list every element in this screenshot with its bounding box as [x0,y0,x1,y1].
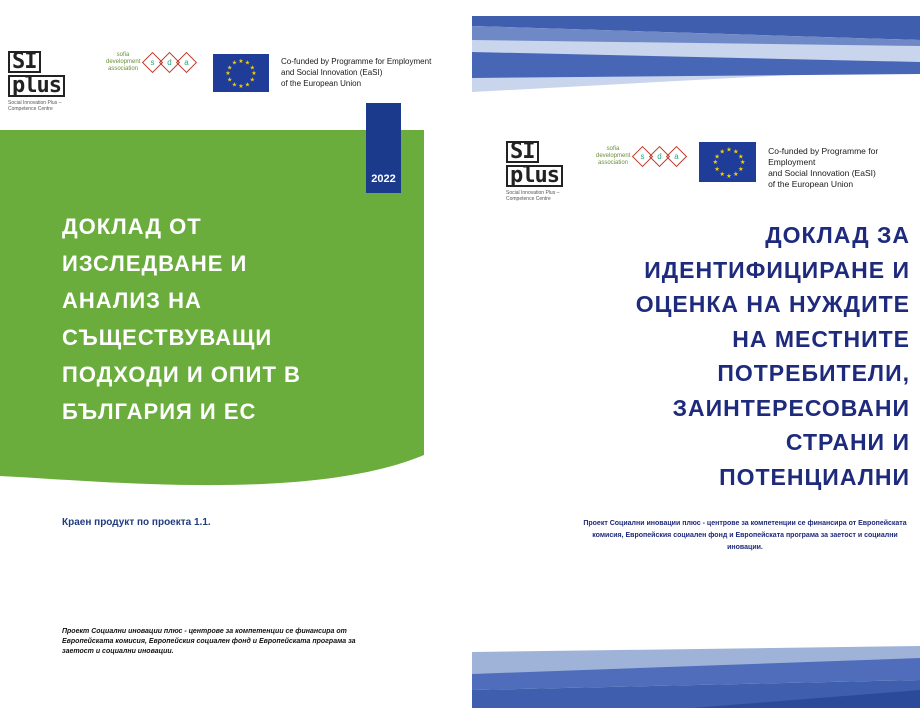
svg-text:★: ★ [244,81,251,89]
svg-text:★: ★ [719,148,725,156]
page-divider [458,0,472,708]
title-line: ПОДХОДИ И ОПИТ В [62,362,301,387]
sda-caption: sofia development association [106,52,141,72]
svg-text:★: ★ [231,59,238,67]
si-plus-logo [8,49,80,112]
svg-text:★: ★ [231,81,238,89]
bottom-wave-decoration [472,644,920,708]
report-year: 2022 [371,173,396,185]
svg-text:★: ★ [249,76,255,84]
sda-letter: a [184,58,189,67]
cofunded-line: of the European Union [281,79,362,88]
svg-text:★: ★ [251,70,257,77]
si-plus-mark: SIplus [506,140,576,188]
left-report-cover [0,0,458,708]
svg-text:★: ★ [227,76,233,84]
sda-letter: d [657,152,662,161]
svg-text:★: ★ [238,58,244,65]
cofunded-text [281,56,431,89]
sda-letter: a [674,152,679,161]
cofunded-line: Co-funded by Programme for Employment [281,57,432,66]
svg-text:★: ★ [225,70,231,77]
left-report-title [62,208,402,430]
si-plus-caption: Social Innovation Plus – Competence Centre [506,190,560,202]
title-line: АНАЛИЗ НА [62,288,202,313]
title-line: НА МЕСТНИТЕ [732,325,910,352]
svg-text:★: ★ [712,159,719,167]
cofunded-line: of the European Union [768,179,854,189]
si-plus-mark: SIplus [8,50,80,98]
cofunded-line: and Social Innovation (EaSI) [281,68,383,77]
title-line: СЪЩЕСТВУВАЩИ [62,325,273,350]
title-line: ДОКЛАД ОТ [62,214,202,239]
svg-text:★: ★ [733,171,739,178]
title-line: ИДЕНТИФИЦИРАНЕ И [644,256,910,283]
svg-text:★: ★ [714,165,720,173]
final-product-label: Краен продукт по проекта 1.1. [62,517,211,528]
svg-text:★: ★ [738,165,744,173]
sda-letter: s [150,58,155,67]
svg-text:★: ★ [733,148,739,156]
title-line: ЗАИНТЕРЕСОВАНИ [672,394,910,421]
svg-text:★: ★ [726,172,732,180]
title-line: ДОКЛАД ЗА [765,222,910,248]
eu-flag-icon [699,142,756,182]
svg-text:★: ★ [238,83,244,90]
sda-caption: sofia development association [596,146,631,166]
cofunded-line: Co-funded by Programme for Employment [768,146,879,167]
sda-letter: d [167,58,172,67]
svg-text:★: ★ [726,146,732,154]
svg-text:★: ★ [244,59,251,67]
top-wave-decoration [472,0,920,100]
title-line: БЪЛГАРИЯ И ЕС [62,399,257,424]
cofunded-line: and Social Innovation (EaSI) [768,168,876,178]
svg-text:★: ★ [739,159,746,167]
svg-text:★: ★ [227,64,233,72]
sda-logo [106,52,195,73]
right-report-title [580,218,910,494]
cofunded-text [768,146,920,190]
svg-text:★: ★ [719,171,725,178]
right-logo-row [506,139,920,202]
sda-mark [144,55,195,70]
svg-text:★: ★ [249,64,255,72]
title-line: ОЦЕНКА НА НУЖДИТЕ [635,291,910,317]
title-line: СТРАНИ И [785,429,910,455]
title-line: ПОТРЕБИТЕЛИ, [717,360,910,386]
sda-mark [634,149,685,164]
right-report-cover [472,0,920,708]
sda-letter: s [640,152,645,161]
title-line: ИЗСЛЕДВАНЕ И [62,251,248,276]
sda-logo [596,146,685,167]
eu-flag-icon [213,54,269,92]
si-plus-caption: Social Innovation Plus – Competence Centre [8,100,62,112]
title-line: ПОТЕНЦИАЛНИ [719,463,910,490]
si-plus-logo [506,139,576,202]
svg-text:★: ★ [738,153,744,161]
left-logo-row [8,49,432,112]
svg-text:★: ★ [714,153,720,161]
funding-footnote: Проект Социални иновации плюс - центрове за компетенции се финансира от Европейската комисия, Европейския социален фонд и Европейската програма за заетост и социални иновации. [62,628,356,655]
funding-footnote: Проект Социални иновации плюс - центрове за компетенции се финансира от Европейската комисия, Европейския социален фонд и Европейската програма за заетост и социални иновации. [583,520,907,551]
